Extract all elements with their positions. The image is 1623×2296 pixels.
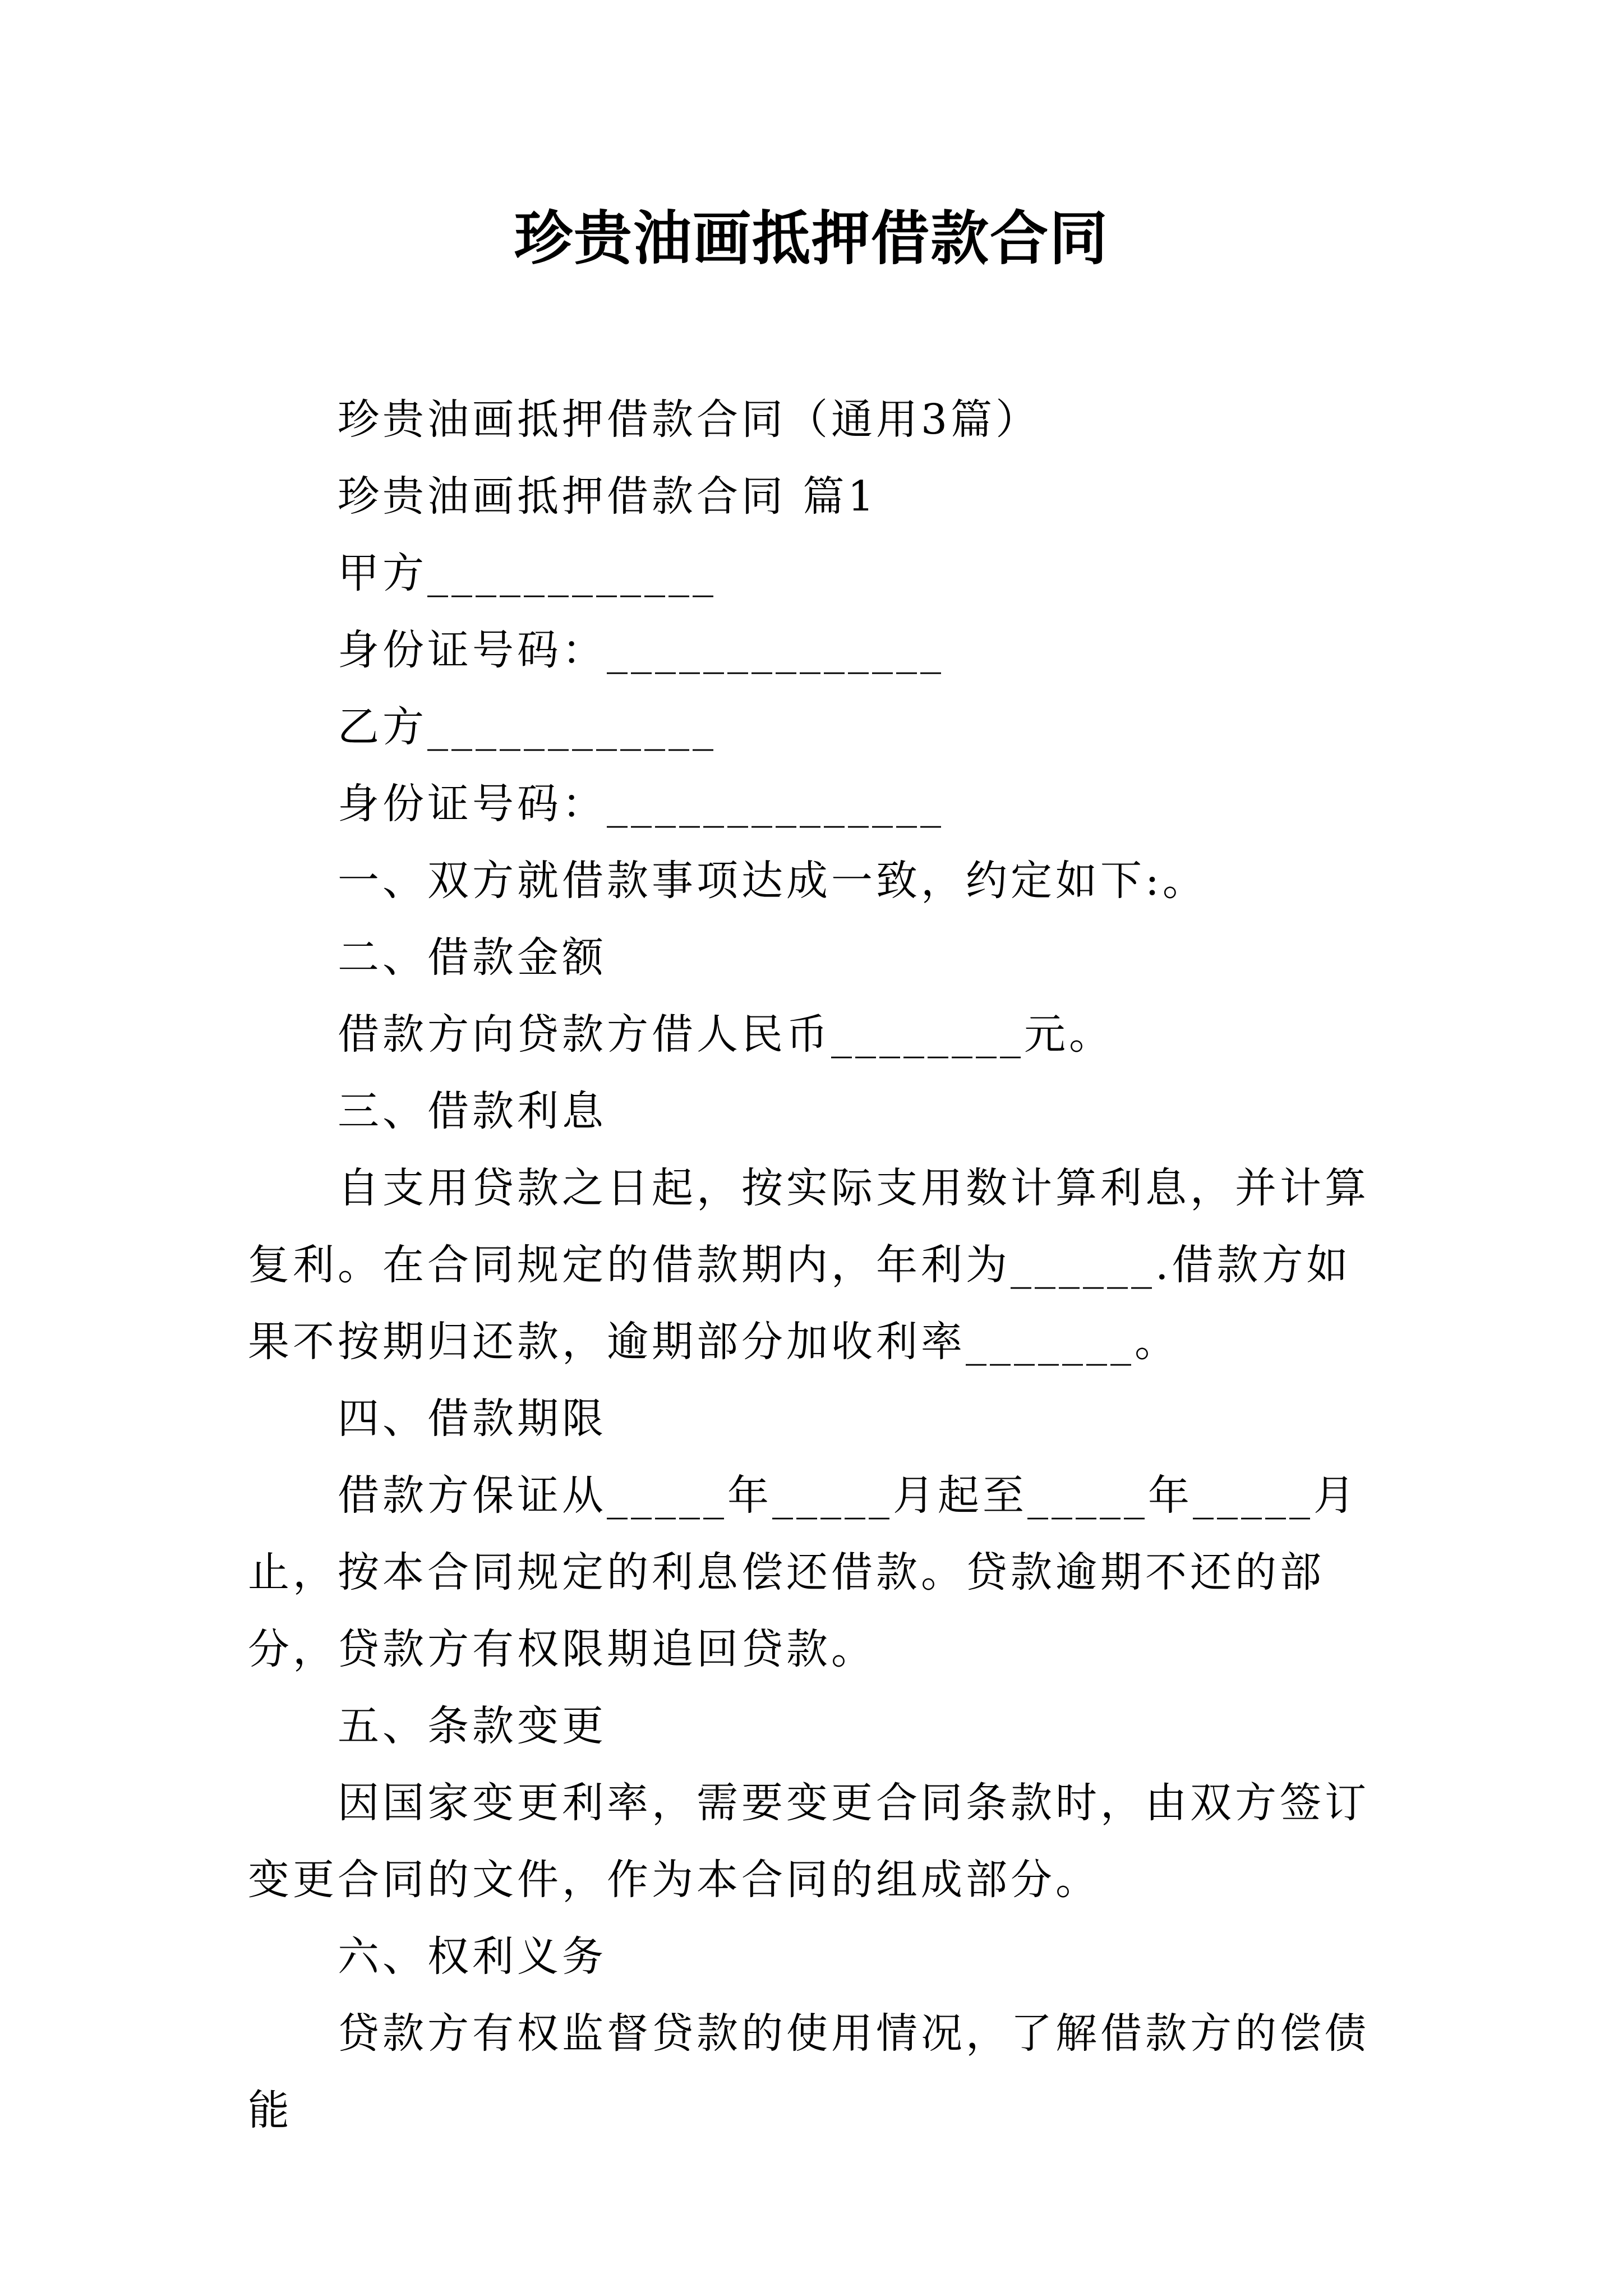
section-heading-part1: 珍贵油画抵押借款合同 篇1: [338, 472, 878, 521]
clause-4-heading: 四、借款期限: [338, 1395, 607, 1443]
clause-1: 一、双方就借款事项达成一致，约定如下:。: [338, 857, 1207, 905]
clause-4-text: 借款方保证从_____年_____月起至_____年_____月止，按本合同规定的利息偿还借款。贷款逾期不还的部分，贷款方有权限期追回贷款。: [248, 1471, 1358, 1673]
party-a-line: 甲方____________: [338, 549, 717, 597]
party-b-line: 乙方____________: [338, 703, 717, 751]
subtitle-line: 珍贵油画抵押借款合同（通用3篇）: [338, 395, 1041, 444]
document-body: [248, 381, 1392, 2149]
clause-5-heading: 五、条款变更: [338, 1702, 607, 1750]
party-b-id-line: 身份证号码：______________: [338, 780, 944, 828]
clause-6-heading: 六、权利义务: [338, 1932, 607, 1981]
clause-5-text: 因国家变更利率，需要变更合同条款时，由双方签订变更合同的文件，作为本合同的组成部分。: [248, 1779, 1370, 1904]
clause-3-heading: 三、借款利息: [338, 1087, 607, 1135]
document-title: 珍贵油画抵押借款合同: [514, 204, 1109, 273]
clause-3-text: 自支用贷款之日起，按实际支用数计算利息，并计算复利。在合同规定的借款期内，年利为______.借款方如果不按期归还款，逾期部分加收利率_______。: [248, 1164, 1370, 1366]
party-a-id-line: 身份证号码：______________: [338, 626, 944, 674]
clause-2-heading: 二、借款金额: [338, 933, 607, 982]
clause-6-text: 贷款方有权监督贷款的使用情况，了解借款方的偿债能: [248, 2009, 1370, 2134]
clause-2-text: 借款方向贷款方借人民币________元。: [338, 1010, 1114, 1059]
